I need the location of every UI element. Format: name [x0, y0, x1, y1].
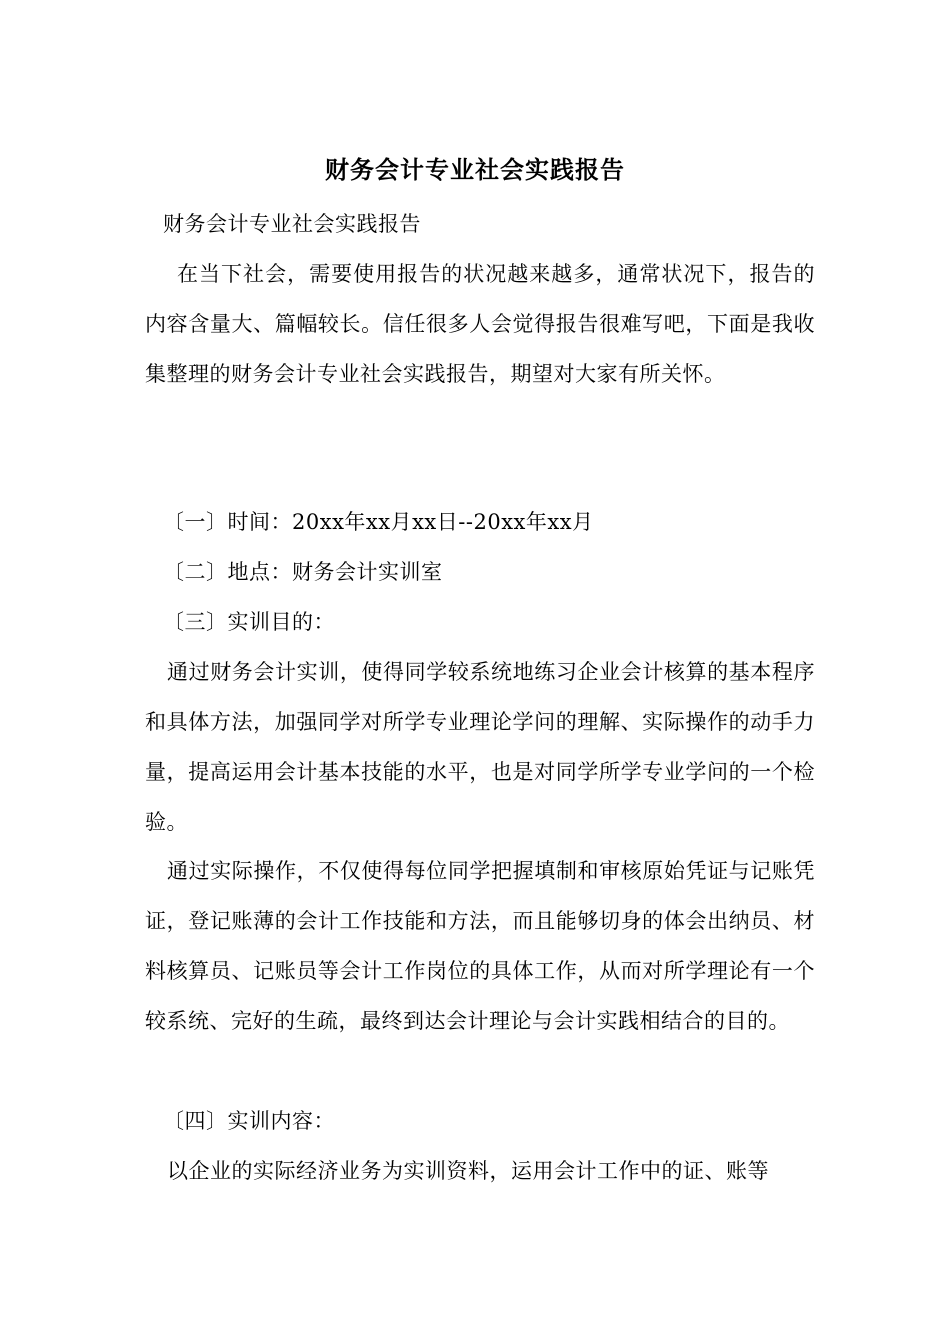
- content-heading-text: 〔四〕实训内容：: [163, 1109, 335, 1133]
- info-item-purpose-heading: 〔三〕实训目的：: [163, 610, 335, 634]
- info-list: [145, 497, 815, 647]
- subtitle-text: 财务会计专业社会实践报告: [163, 212, 421, 236]
- document-title: 财务会计专业社会实践报告: [325, 155, 625, 184]
- info-item-time: 〔一〕时间：20xx年xx月xx日--20xx年xx月: [163, 510, 594, 534]
- purpose-text-1: 通过财务会计实训，使得同学较系统地练习企业会计核算的基本程序和具体方法，加强同学对所学专业理论学问的理解、实际操作的动手力量，提高运用会计基本技能的水平，也是对同学所学专业学问的一个检验。: [145, 660, 815, 834]
- purpose-paragraph-2: [145, 846, 815, 1046]
- info-item-location: 〔二〕地点：财务会计实训室: [163, 560, 443, 584]
- content-heading: [145, 1096, 815, 1146]
- intro-paragraph: [145, 249, 815, 399]
- content-paragraph: [145, 1146, 815, 1196]
- content-text: 以企业的实际经济业务为实训资料，运用会计工作中的证、账等: [167, 1159, 769, 1183]
- subtitle: [145, 199, 815, 249]
- purpose-text-2: 通过实际操作，不仅使得每位同学把握填制和审核原始凭证与记账凭证，登记账薄的会计工作技能和方法，而且能够切身的体会出纳员、材料核算员、记账员等会计工作岗位的具体工作，从而对所学理论有一个较系统、完好的生疏，最终到达会计理论与会计实践相结合的目的。: [145, 859, 815, 1033]
- purpose-paragraph-1: [145, 647, 815, 847]
- intro-text: 在当下社会，需要使用报告的状况越来越多，通常状况下，报告的内容含量大、篇幅较长。信任很多人会觉得报告很难写吧，下面是我收集整理的财务会计专业社会实践报告，期望对大家有所关怀。: [145, 262, 815, 386]
